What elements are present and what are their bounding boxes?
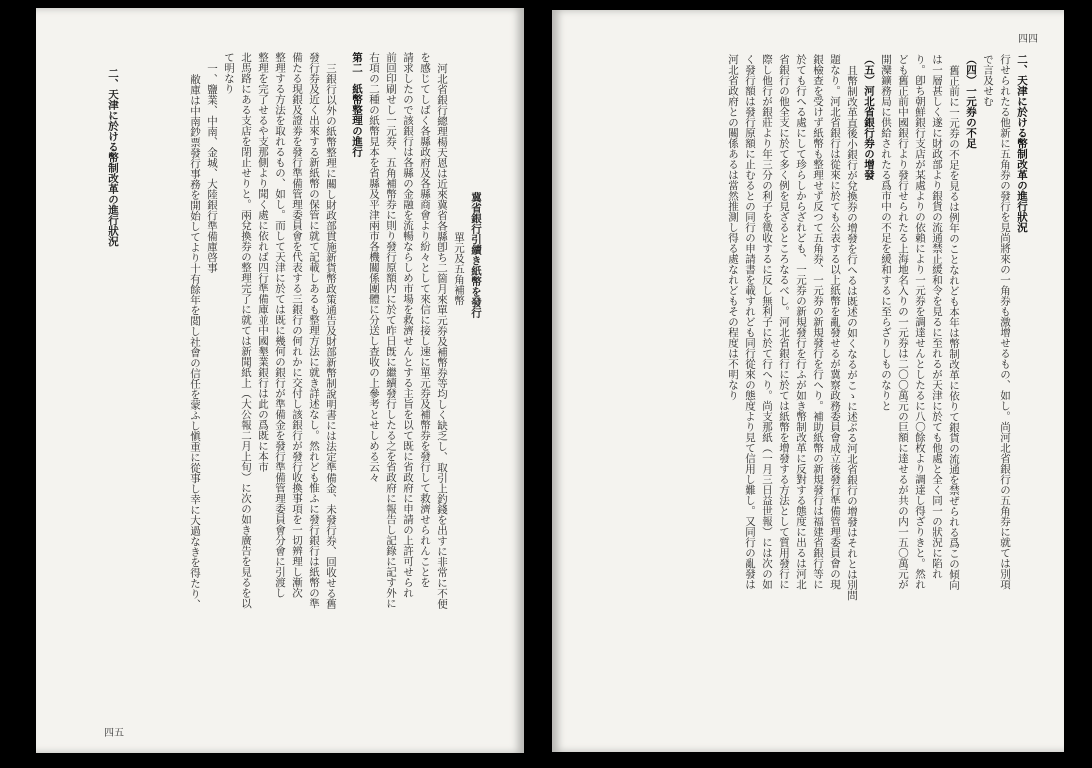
text-column: 際し他行が銀莊より年三分の利子を徵收するに反し無利子に於て行へり。尚支那紙（一月三日益世報）には次の如 (761, 54, 773, 590)
text-column: 三銀行以外の紙幣整理に關し財政部貫施新貨幣政策通告及財部新幣制說明書には法定準備金、未發行券、回收せる舊 (325, 63, 337, 609)
text-column: 且幣制改革直後小銀行が兌換券の增發を行へるは既述の如くなるがこゝに述ぶる河北省銀行の增發はそれとは別問 (846, 65, 858, 601)
text-column: 開灤鑛務局に供給されたる爲市中の不足を緩和するに至らざりしものなりと (880, 54, 892, 411)
page-number: 四五 (104, 728, 124, 739)
text-column: 整理する方法を取れるもの、如し。而して天津に於ては既に幾何の銀行が準備金を發行準備管理委員會分會に引渡し (274, 52, 286, 598)
text-column: 於ても行へる處にして珍らしからざれども、一元券の新規發行を行ふが如き幣制改革に反對する態度に出るは河北 (795, 54, 807, 590)
text-column: 整理を完了せるや支那側より聞く處に依れば四行準備庫並中國墾業銀行は此の爲既に本市 (257, 52, 269, 472)
text-column: 前回印刷せし一元券、五角補幣券に則り發行原額内に於て昨日旣に繼續發行したる之を省政府に報告し記錄に記す外に (385, 52, 397, 609)
text-column: 二、天津に於ける幣制改革の進行狀況 (1016, 54, 1028, 233)
text-column: 題なり。河北省銀行は從來に於ても公表する以上紙幣を亂發せるが冀察政務委員會成立後發行準備管理委員會の現 (829, 54, 841, 590)
text-column: は一層甚しく遂に財政部より銀貨の流通禁止緩和令を見るに至れるが天津に於ても他處と全く同一の狀況に陷れ (931, 54, 943, 579)
right-page (552, 10, 1064, 752)
text-columns (64, 52, 484, 725)
left-page (36, 8, 524, 753)
text-column: 敝庫は中南鈔票發行事務を開始してより十有餘年を閲し社會の信任を蒙ふし愼重に從事し幸に大過なきを得たり、 (189, 74, 201, 610)
text-column: 冀省銀行引續き紙幣を發行 (470, 192, 482, 318)
text-column: り。卽ち朝鮮銀行支店が某處よりの依賴により一元券を調達せんとしたるに八〇餘枚より調達し得ざりきと。然れ (914, 54, 926, 590)
text-column: 發行券及近く出來する新紙幣の保管に就て記載しあるも整理方法に就き詳述なし。然れども惟ふに發行銀行は紙幣の準 (308, 52, 320, 609)
text-column: 河北省政府との關係あるは當然推測し得る處なれどもその程度は不明なり (727, 54, 739, 401)
text-column: 右項の二種の紙幣見本を省縣及平津兩市各機關係團體に分送し查收の上參考とせしめる云々 (368, 52, 380, 483)
text-column: 行せられたる他新に五角券の發行を見尚將來の一角券も激增せるもの、如し。尚河北省銀行の五角券に就ては別項 (999, 54, 1011, 590)
text-column: て明なり (223, 52, 235, 94)
text-column: ども舊正前中國銀行より發行せられたる上海地名入りの一元券は二〇〇萬元の巨額に達せるが共の内一五〇萬元が (897, 54, 909, 590)
page-number: 四四 (1018, 34, 1038, 45)
text-column: く發行額は發行原額に止むるとの同行の申請書を載すれども同行從來の態度より見て信用し難し。又同行の亂發は (744, 54, 756, 590)
text-column: 請求したので該銀行は各縣の金融を流暢ならしめ市場を救濟せんとする主旨を以て既に省政府に申請の上許可せられ (402, 52, 414, 598)
text-column: 第二 紙幣整理の進行 (351, 52, 363, 157)
text-column: 省銀行の他全支に於て多く例を見ざるところなるべし。河北省銀行に於ては紙幣を增發する方法として質用發行に (778, 54, 790, 590)
text-column: 一、鹽業、中南、金城、大陸銀行準備庫啓事 (206, 63, 218, 273)
text-column: （四）一元券の不足 (965, 54, 977, 149)
text-column: 北馬路にある支店を閉止せりと。兩兌換券の整理完了に就ては新聞紙上（大公報二月上旬）に次の如き廣告を見るを以 (240, 52, 252, 609)
text-column: を感じてしばく各縣政府及各縣商會より紛々として來信に接し速に單元券及補幣券を發行して救濟せられんことを (419, 52, 431, 588)
text-column: 備たる現銀及證劵を發行準備管理委員會を代表する三銀行の何れかに交付し該銀行が發行收換事項を一切辨理し漸次 (291, 52, 303, 598)
running-head: 二、天津に於ける幣制改革の進行狀況 (107, 68, 119, 247)
text-column: 單元及五角補幣 (453, 232, 465, 306)
text-column: 銀檢查を受けず紙幣も整理せず反つて五角券、一元券の新規發行を行へり。補助紙幣の新規發行は福建省銀行等に (812, 54, 824, 590)
text-column: で言及せむ (982, 54, 994, 107)
text-column: 河北省銀行總理楊天恩は近來冀省各縣卽ち二箇月來單元券及補幣券等均しく缺乏し、取引上釣錢を出すに非常に不便 (436, 63, 448, 609)
text-column: （五）河北省銀行券の增發 (863, 54, 875, 180)
text-column: 舊正前に一元券の不足を見るは例年のことなれども本年は幣制改革に依りて銀貨の流通を禁ぜられる爲この傾向 (948, 65, 960, 590)
text-columns (580, 54, 1030, 724)
